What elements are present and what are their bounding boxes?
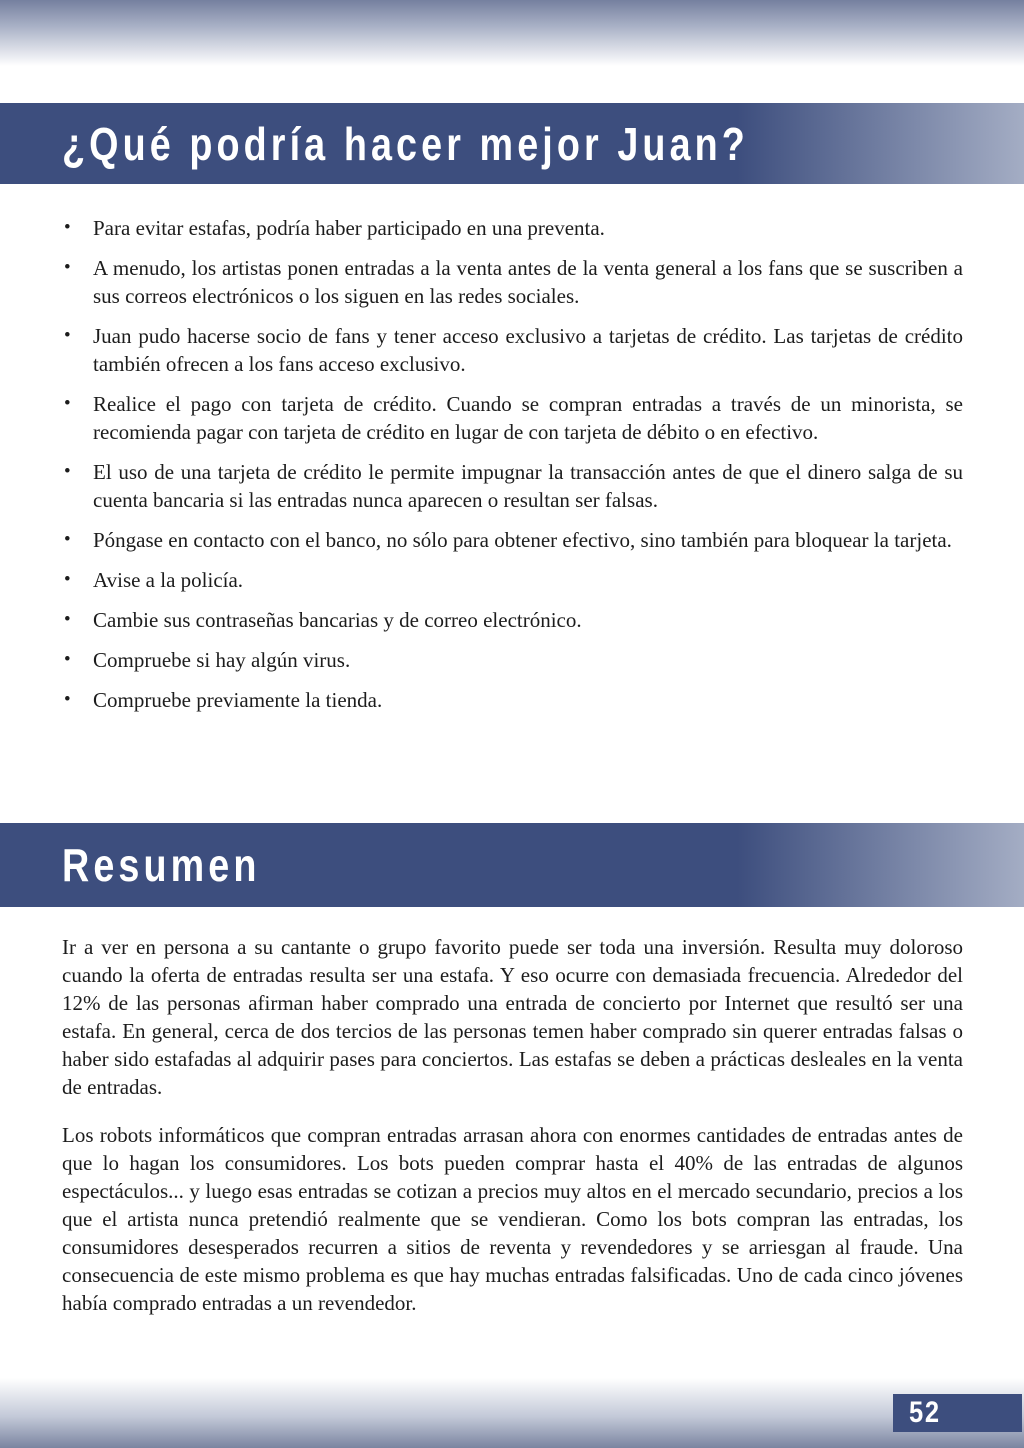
section-title-resumen: Resumen	[62, 839, 261, 891]
section-banner-juan	[0, 103, 1024, 184]
list-item: • Compruebe si hay algún virus.	[62, 646, 963, 674]
page-number-badge	[893, 1394, 1022, 1432]
list-item: • El uso de una tarjeta de crédito le permite impugnar la transacción antes de que el dinero salga de su cuenta bancaria si las entradas nunca aparecen o resultan ser falsas.	[62, 458, 963, 514]
section-banner-resumen	[0, 823, 1024, 907]
list-item: • Póngase en contacto con el banco, no sólo para obtener efectivo, sino también para bloquear la tarjeta.	[62, 526, 963, 554]
list-item: • Para evitar estafas, podría haber participado en una preventa.	[62, 214, 963, 242]
top-gradient-edge	[0, 0, 1024, 66]
bottom-gradient-edge	[0, 1378, 1024, 1448]
list-item: • Realice el pago con tarjeta de crédito. Cuando se compran entradas a través de un minorista, se recomienda pagar con tarjeta de crédito en lugar de con tarjeta de débito o en efectivo.	[62, 390, 963, 446]
bullet-list	[62, 214, 963, 726]
list-item: • Juan pudo hacerse socio de fans y tener acceso exclusivo a tarjetas de crédito. Las tarjetas de crédito también ofrecen a los fans acceso exclusivo.	[62, 322, 963, 378]
summary-paragraph: Ir a ver en persona a su cantante o grupo favorito puede ser toda una inversión. Resulta muy doloroso cuando la oferta de entradas resulta ser una estafa. Y eso ocurre con demasiada frecuencia. Alrededor del 12% de las personas afirman haber comprado una entrada de concierto por Internet que resultó ser una estafa. En general, cerca de dos tercios de las personas temen haber comprado sin querer entradas falsas o haber sido estafadas al adquirir pases para conciertos. Las estafas se deben a prácticas desleales en la venta de entradas.	[62, 935, 963, 1099]
list-item: • Compruebe previamente la tienda.	[62, 686, 963, 714]
page-number: 52	[909, 1396, 941, 1429]
list-item: • Avise a la policía.	[62, 566, 963, 594]
summary-text	[62, 933, 963, 1337]
list-item: • A menudo, los artistas ponen entradas a la venta antes de la venta general a los fans que se suscriben a sus correos electrónicos o los siguen en las redes sociales.	[62, 254, 963, 310]
list-item: • Cambie sus contraseñas bancarias y de correo electrónico.	[62, 606, 963, 634]
summary-paragraph: Los robots informáticos que compran entradas arrasan ahora con enormes cantidades de entradas antes de que lo hagan los consumidores. Los bots pueden comprar hasta el 40% de las entradas de algunos espectáculos... y luego esas entradas se cotizan a precios muy altos en el mercado secundario, precios a los que el artista nunca pretendió realmente que se vendieran. Como los bots compran las entradas, los consumidores desesperados recurren a sitios de reventa y revendedores y se arriesgan al fraude. Una consecuencia de este mismo problema es que hay muchas entradas falsificadas. Uno de cada cinco jóvenes había comprado entradas a un revendedor.	[62, 1123, 963, 1315]
section-title-juan: ¿Qué podría hacer mejor Juan?	[62, 117, 749, 170]
